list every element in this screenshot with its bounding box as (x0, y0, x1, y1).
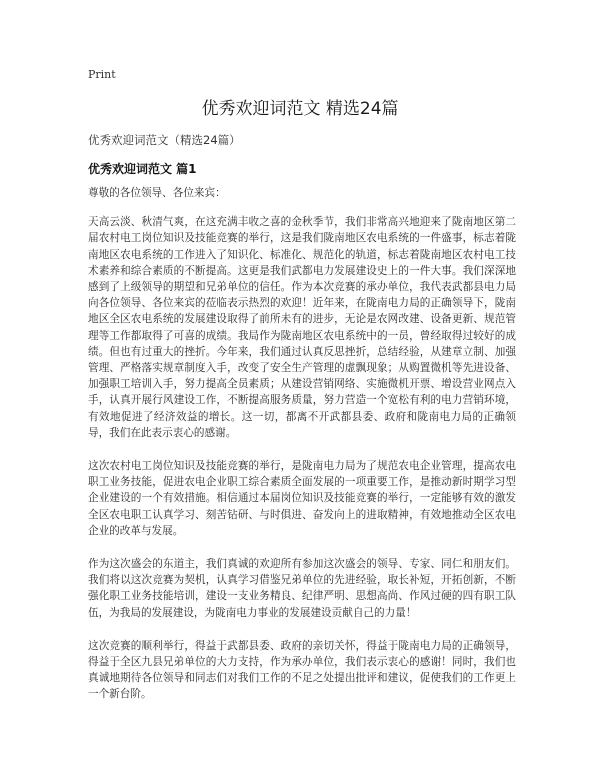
body-paragraph: 这次竞赛的顺利举行，得益于武都县委、政府的亲切关怀，得益于陇南电力局的正确领导，得益于全区九县兄弟单位的大力支持，作为承办单位，我们表示衷心的感谢！同时，我们也真诚地期待各位领导和同志们对我们工作的不足之处提出批评和建议，促使我们的工作更上一个新台阶。 (88, 639, 516, 701)
document-subtitle: 优秀欢迎词范文（精选24篇） (88, 133, 241, 147)
print-link[interactable]: Print (88, 68, 116, 81)
body-paragraph: 这次农村电工岗位知识及技能竞赛的举行，是陇南电力局为了规范农电企业管理，提高农电职工业务技能，促进农电企业职工综合素质全面发展的一项重要工作，是推动新时期学习型企业建设的一个有效措施。相信通过本届岗位知识及技能竞赛的举行，一定能够有效的激发全区农电职工认真学习、刻苦钻研、与时俱进、奋发向上的进取精神，有效地推动全区农电企业的改革与发展。 (88, 460, 516, 537)
article-body (88, 185, 516, 720)
section-heading: 优秀欢迎词范文 篇1 (88, 162, 197, 176)
body-paragraph: 天高云淡、秋清气爽，在这充满丰收之喜的金秋季节，我们非常高兴地迎来了陇南地区第二届农村电工岗位知识及技能竞赛的举行，这是我们陇南地区农电系统的一件盛事，标志着陇南地区农电系统的工作进入了知识化、标准化、规范化的轨道，标志着陇南地区农村电工技术素养和综合素质的不断提高。这更是我们武都电力发展建设史上的一件大事。我们深深地感到了上级领导的期望和兄弟单位的信任。作为本次竞赛的承办单位，我代表武都县电力局向各位领导、各位来宾的莅临表示热烈的欢迎！近年来，在陇南电力局的正确领导下，陇南地区全区农电系统的发展建设取得了前所未有的进步，无论是农网改建、设备更新、规范管理等工作都取得了可喜的成绩。我局作为陇南地区农电系统中的一员，曾经取得过较好的成绩。但也有过重大的挫折。今年来，我们通过认真反思挫折，总结经验，从建章立制、加强管理、严格落实规章制度入手，改变了安全生产管理的虚飘现象；从购置微机等先进设备、加强职工培训入手，努力提高全员素质；从建设营销网络、实施微机开票、增设营业网点入手，认真开展行风建设工作，不断提高服务质量，努力营造一个宽松有利的电力营销环境，有效地促进了经济效益的增长。这一切，都离不开武都县委、政府和陇南电力局的正确领导，我们在此表示衷心的感谢。 (88, 216, 516, 439)
greeting-paragraph: 尊敬的各位领导、各位来宾： (88, 187, 226, 199)
page-title: 优秀欢迎词范文 精选24篇 (201, 99, 399, 119)
body-paragraph: 作为这次盛会的东道主，我们真诚的欢迎所有参加这次盛会的领导、专家、同仁和朋友们。我们将以这次竞赛为契机，认真学习借鉴兄弟单位的先进经验，取长补短，开拓创新，不断强化职工业务技能培训，建设一支业务精良、纪律严明、思想高尚、作风过硬的四有职工队伍，为我局的发展建设，为陇南电力事业的发展建设贡献自己的力量！ (88, 558, 516, 619)
